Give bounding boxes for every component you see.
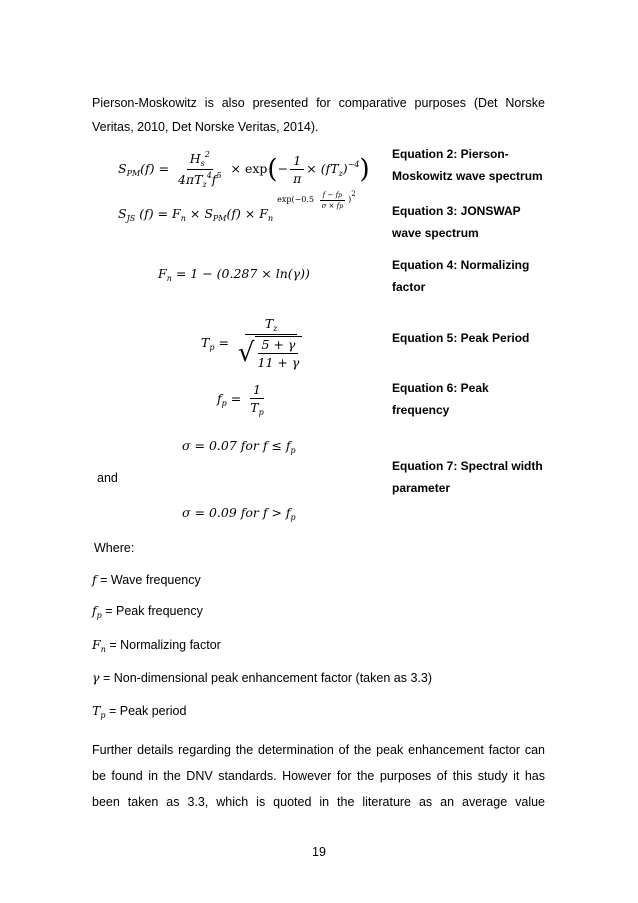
equation-3-formula: $S_{JS}$ $(f) = F_n \times S_{PM}(f) \times F_n$ $^{exp(-0.5 \frac{f - fp}{\sigma \times fp} )2}$ (118, 190, 356, 223)
closing-paragraph (92, 737, 545, 815)
equation-4-label: Equation 4: Normalizing factor (392, 258, 530, 294)
equation-5-label: Equation 5: Peak Period (392, 331, 530, 345)
and-text: and (97, 471, 118, 485)
equation-2-formula: $S_{PM}(f)$ = $\frac{H_s^2}{4\pi T_z^4f^5}$ × exp(− $\frac{1}{\pi}$ × $(fT_z)^{-4}$) (118, 150, 370, 189)
equation-5-formula: $T_p$ = $T_z$ √ $\frac{5 + \gamma}{11 + \gamma}$ (201, 316, 309, 370)
closing-line-2: be found in the DNV standards. However for the purposes of this study it has (92, 769, 545, 783)
intro-line-2: Veritas, 2010, Det Norske Veritas, 2014). (92, 120, 319, 134)
definition-normalizing-factor: $F_n$ = Normalizing factor (92, 637, 221, 654)
page-number: 19 (312, 845, 326, 859)
intro-paragraph (92, 91, 545, 139)
equation-6-label: Equation 6: Peak frequency (392, 381, 489, 417)
definition-peak-enhancement-factor: γ = Non-dimensional peak enhancement factor (taken as 3.3) (92, 670, 432, 685)
equation-6-formula: $f_p$ = $\frac{1}{T_p}$ (217, 382, 264, 417)
definition-peak-frequency: $f_p$ = Peak frequency (92, 603, 203, 620)
equation-7-line-2: σ = 0.09 for $f > f_p$ (182, 505, 296, 522)
definition-peak-period: $T_p$ = Peak period (92, 703, 187, 720)
equation-4-formula: $F_n = 1 - (0.287 \times \ln(\gamma))$ (158, 266, 310, 283)
definition-wave-frequency: f = Wave frequency (92, 572, 201, 587)
equation-3-label: Equation 3: JONSWAP wave spectrum (392, 204, 521, 240)
closing-line-1: Further details regarding the determination of the peak enhancement factor can (92, 743, 545, 757)
intro-line-1: Pierson-Moskowitz is also presented for comparative purposes (Det Norske (92, 96, 545, 110)
equation-7-label: Equation 7: Spectral width parameter (392, 459, 543, 495)
where-heading: Where: (94, 541, 135, 555)
closing-line-3: been taken as 3.3, which is quoted in the literature as an average value (92, 795, 545, 809)
equation-2-label: Equation 2: Pierson- Moskowitz wave spectrum (392, 147, 543, 183)
equation-7-line-1: σ = 0.07 for $f \le f_p$ (182, 438, 296, 455)
